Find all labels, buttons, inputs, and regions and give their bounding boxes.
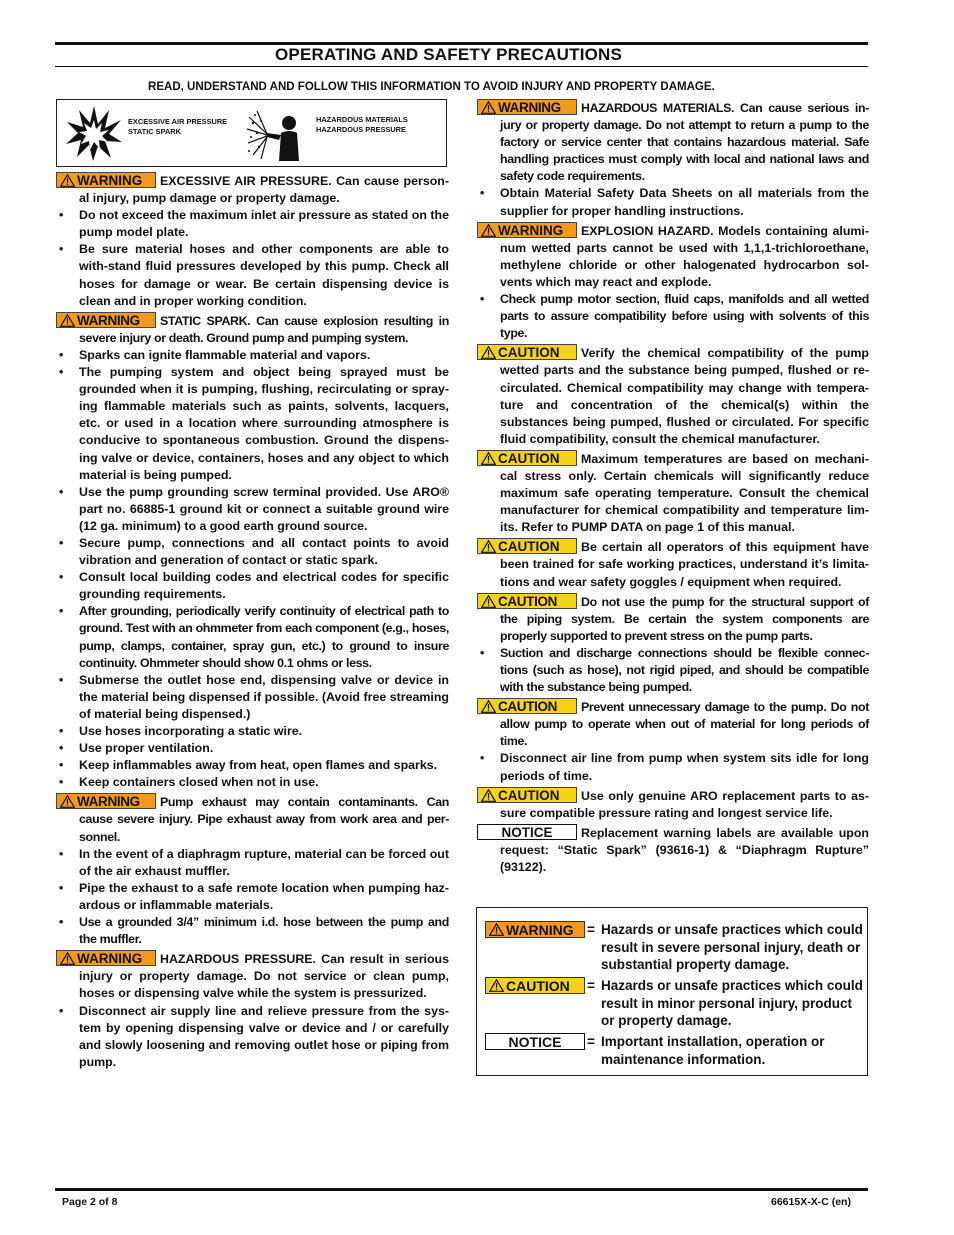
warning-triangle-icon — [481, 540, 496, 553]
caution-badge: CAUTION — [477, 538, 577, 554]
list-item: • The pumping system and object being sprayed must be grounded when it is pumping, flushing, recirculating or spray-ing flammable materials such as paints, solvents, lacquers, etc. or used in a location where surrounding atmosphere is conducive to spontaneous combustion. Ground the dispens-ing valve or device, containers, hoses and any object to which material is being pumped. — [56, 364, 449, 484]
list-item: • Disconnect air line from pump when system sits idle for long periods of time. — [477, 750, 869, 784]
list-item: • Pipe the exhaust to a safe remote location when pumping haz-ardous or inflammable materials. — [56, 880, 449, 914]
list-item: • After grounding, periodically verify continuity of electrical path to ground. Test with an ohmmeter from each component (e.g., hoses, pump, clamps, container, spray gun, etc.) to ground to insure continuity. Ohmmeter should show 0.1 ohms or less. — [56, 603, 449, 671]
warning-badge: WARNING — [56, 793, 156, 809]
document-id: 66615X-X-C (en) — [771, 1196, 851, 1208]
list-item: • Use proper ventilation. — [56, 740, 449, 757]
warning-excessive-air-pressure — [56, 172, 449, 207]
caution-badge: CAUTION — [477, 698, 577, 714]
notice-replacement-labels — [477, 824, 869, 876]
hazard-icon-box — [56, 99, 447, 167]
caution-text: Verify the chemical compatibility of the pump wetted parts and the substance being pumped, flushed or re-circulated. Chemical compatibility may change with tempera-ture and concentration of the chemical(s) within the substances being pumped, flushed or circulated. For specific fluid compatibility, consult the chemical manufacturer. — [500, 346, 869, 446]
icon-label-hazardous-materials: HAZARDOUS MATERIALS — [316, 115, 408, 124]
warning-triangle-icon — [481, 700, 496, 713]
list-item: • Use hoses incorporating a static wire. — [56, 723, 449, 740]
warning-static-spark — [56, 312, 449, 347]
warning-triangle-icon — [481, 595, 496, 608]
warning-text: EXCESSIVE AIR PRESSURE. Can cause person-al injury, pump damage or property damage. — [79, 174, 449, 206]
warning-pump-exhaust — [56, 793, 449, 845]
warning-badge: WARNING — [477, 222, 577, 238]
caution-text: Maximum temperatures are based on mechani-cal stress only. Certain chemicals will significantly reduce maximum safe operating temperature. Consult the chemical manufacturer for chemical compatibility and temperature lim-its. Refer to PUMP DATA on page 1 of this manual. — [500, 451, 869, 535]
warning-badge: WARNING — [56, 172, 156, 188]
caution-text: Do not use the pump for the structural support of the piping system. Be certain the system components are properly supported to prevent stress on the pump parts. — [500, 594, 869, 643]
list-item: • Disconnect air supply line and relieve pressure from the sys-tem by opening dispensing valve or device and / or carefully and slowly loosening and removing outlet hose or piping from pump. — [56, 1003, 449, 1071]
list-item: • Check pump motor section, fluid caps, manifolds and all wetted parts to assure compatibility before using with solvents of this type. — [477, 291, 869, 342]
warning-text: Pump exhaust may contain contaminants. Can cause severe injury. Pipe exhaust away from work area and per-sonnel. — [79, 795, 449, 844]
legend-equals: = — [587, 978, 595, 993]
legend-notice-text: Important installation, operation or maintenance information. — [601, 1034, 825, 1067]
list-item: • Secure pump, connections and all contact points to avoid vibration and generation of contact or static spark. — [56, 535, 449, 569]
warning-triangle-icon — [481, 452, 496, 465]
caution-operator-training — [477, 538, 869, 590]
list-item: • Submerse the outlet hose end, dispensing valve or device in the material being dispensed if possible. (Avoid free streaming of material being dispensed.) — [56, 672, 449, 723]
notice-badge: NOTICE — [477, 824, 577, 840]
caution-text: Prevent unnecessary damage to the pump. Do not allow pump to operate when out of material for long periods of time. — [500, 700, 869, 749]
notice-text: Replacement warning labels are available upon request: “Static Spark” (93616-1) & “Diaphragm Rupture” (93122). — [500, 825, 869, 875]
page-title: OPERATING AND SAFETY PRECAUTIONS — [275, 45, 623, 64]
warning-hazardous-pressure — [56, 950, 449, 1002]
legend-notice-badge: NOTICE — [485, 1033, 585, 1050]
warning-badge: WARNING — [56, 950, 156, 966]
list-item: • Consult local building codes and electrical codes for specific grounding requirements. — [56, 569, 449, 603]
caution-text: Be certain all operators of this equipment have been trained for safe working practices, understand it’s limita-tions and wear safety goggles / equipment when required. — [500, 540, 869, 589]
caution-prevent-damage — [477, 698, 869, 750]
read-understand-line: READ, UNDERSTAND AND FOLLOW THIS INFORMATION TO AVOID INJURY AND PROPERTY DAMAGE. — [148, 79, 715, 93]
warning-triangle-icon — [60, 174, 75, 187]
list-item: • Obtain Material Safety Data Sheets on all materials from the supplier for proper handling instructions. — [477, 185, 869, 219]
warning-badge: WARNING — [56, 312, 156, 328]
icon-label-hazardous-pressure: HAZARDOUS PRESSURE — [316, 125, 406, 134]
warning-text: EXPLOSION HAZARD. Models containing alumi-num wetted parts cannot be used with 1,1,1-trichloroethane, methylene chloride or other halogenated hydrocarbon sol-vents which may react and explode. — [500, 223, 869, 289]
caution-badge: CAUTION — [477, 787, 577, 803]
warning-text: STATIC SPARK. Can cause explosion resulting in severe injury or death. Ground pump and pumping system. — [79, 313, 449, 345]
warning-triangle-icon — [489, 923, 504, 936]
warning-explosion-hazard — [477, 222, 869, 291]
warning-triangle-icon — [489, 979, 504, 992]
list-item: • Use a grounded 3/4” minimum i.d. hose between the pump and the muffler. — [56, 914, 449, 948]
warning-triangle-icon — [60, 314, 75, 327]
header-bottom-rule — [55, 66, 868, 67]
list-item: • Keep containers closed when not in use. — [56, 774, 449, 791]
caution-max-temperatures — [477, 450, 869, 536]
caution-badge: CAUTION — [477, 450, 577, 466]
list-item: • Sparks can ignite flammable material and vapors. — [56, 347, 449, 364]
signal-word-legend — [476, 907, 868, 1076]
warning-triangle-icon — [481, 101, 496, 114]
list-item: • Keep inflammables away from heat, open flames and sparks. — [56, 757, 449, 774]
list-item: • Use the pump grounding screw terminal provided. Use ARO® part no. 66885-1 ground kit or connect a suitable ground wire (12 ga. minimum) to a good earth ground source. — [56, 484, 449, 535]
icon-label-excessive-air: EXCESSIVE AIR PRESSURE — [128, 117, 228, 126]
caution-genuine-parts — [477, 787, 869, 822]
warning-triangle-icon — [481, 224, 496, 237]
caution-structural-support — [477, 593, 869, 645]
caution-chemical-compatibility — [477, 344, 869, 448]
explosion-icon — [65, 104, 123, 162]
caution-badge: CAUTION — [477, 593, 577, 609]
legend-equals: = — [587, 922, 595, 937]
left-column — [56, 172, 449, 1071]
page-number: Page 2 of 8 — [62, 1196, 118, 1208]
warning-badge: WARNING — [477, 99, 577, 115]
warning-triangle-icon — [60, 952, 75, 965]
warning-text: HAZARDOUS PRESSURE. Can result in serious injury or property damage. Do not service or clean pump, hoses or dispensing valve while the system is pressurized. — [79, 952, 449, 1001]
legend-warning-badge: WARNING — [485, 921, 585, 938]
icon-label-static-spark: STATIC SPARK — [128, 127, 181, 136]
legend-equals: = — [587, 1034, 595, 1049]
warning-text: HAZARDOUS MATERIALS. Can cause serious in-jury or property damage. Do not attempt to return a pump to the factory or service center that contains hazardous material. Safe handling practices must comply with local and national laws and safety code requirements. — [500, 101, 869, 184]
caution-badge: CAUTION — [477, 344, 577, 360]
legend-warning-text: Hazards or unsafe practices which could result in severe personal injury, death or substantial property damage. — [601, 922, 863, 972]
warning-triangle-icon — [60, 795, 75, 808]
list-item: • Do not exceed the maximum inlet air pressure as stated on the pump model plate. — [56, 207, 449, 241]
right-column — [477, 99, 869, 876]
caution-text: Use only genuine ARO replacement parts to as-sure compatible pressure rating and longest service life. — [500, 788, 869, 820]
legend-caution-badge: CAUTION — [485, 977, 585, 994]
list-item: • In the event of a diaphragm rupture, material can be forced out of the air exhaust muffler. — [56, 846, 449, 880]
footer-rule — [55, 1188, 868, 1191]
list-item: • Suction and discharge connections should be flexible connec-tions (such as hose), not rigid piped, and should be compatible with the substance being pumped. — [477, 645, 869, 696]
legend-caution-text: Hazards or unsafe practices which could result in minor personal injury, product or property damage. — [601, 978, 863, 1028]
list-item: • Be sure material hoses and other components are able to with-stand fluid pressures developed by this pump. Check all hoses for damage or wear. Be certain dispensing device is clean and in proper working condition. — [56, 241, 449, 309]
warning-hazardous-materials — [477, 99, 869, 185]
warning-triangle-icon — [481, 346, 496, 359]
hazardous-spray-icon — [245, 103, 305, 163]
warning-triangle-icon — [481, 789, 496, 802]
